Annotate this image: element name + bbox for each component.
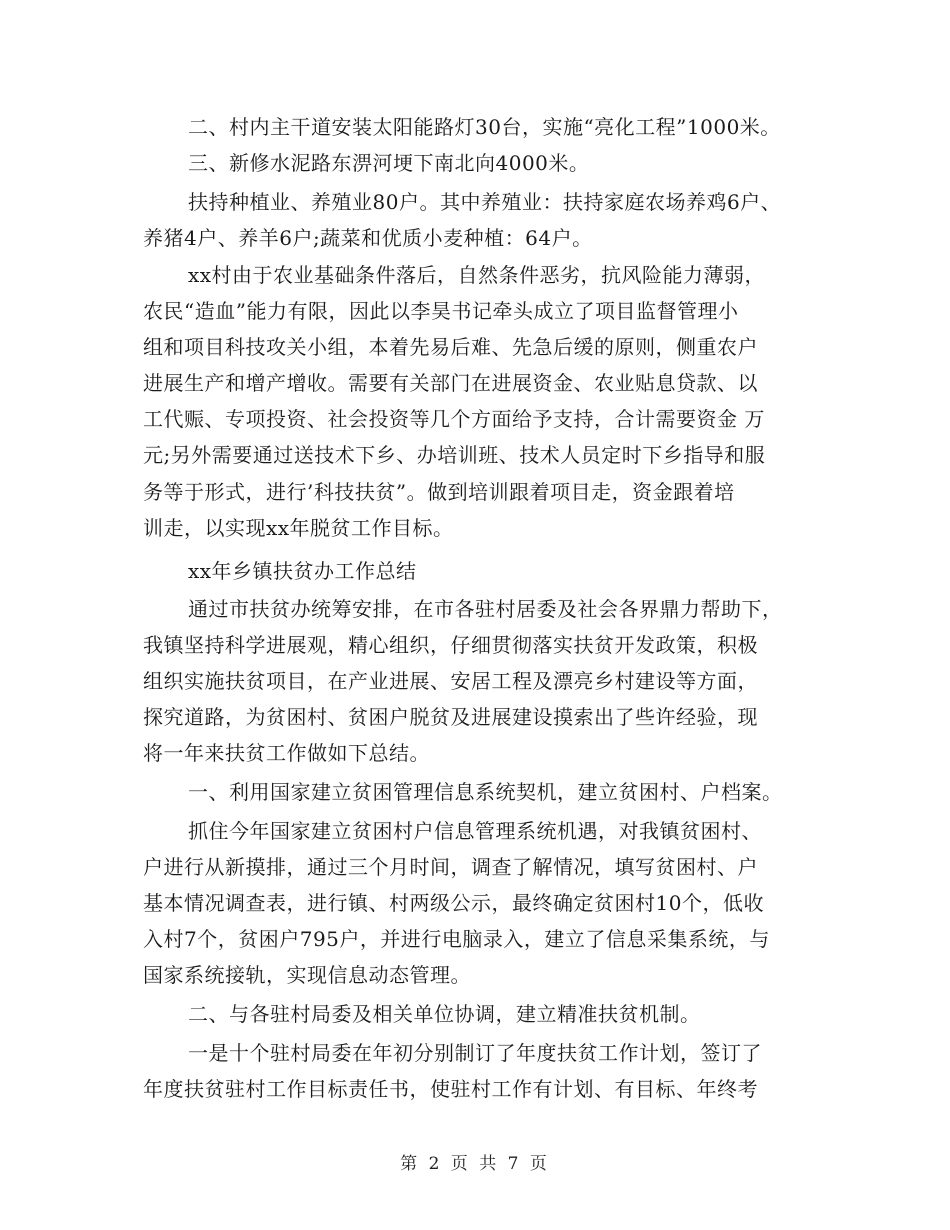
text-line: 组织实施扶贫项目，在产业进展、安居工程及漂亮乡村建设等方面， <box>143 669 758 693</box>
text-line: xx年乡镇扶贫办工作总结 <box>188 559 417 583</box>
text-line: 户进行从新摸排，通过三个月时间，调查了解情况，填写贫困村、户 <box>143 855 758 879</box>
text-line: 务等于形式，进行’科技扶贫”。做到培训跟着项目走，资金跟着培 <box>143 480 735 504</box>
text-line: 养猪4户、养羊6户;蔬菜和优质小麦种植：64户。 <box>143 226 593 250</box>
text-line: 扶持种植业、养殖业80户。其中养殖业：扶持家庭农场养鸡6户、 <box>188 190 782 214</box>
text-line: 二、村内主干道安装太阳能路灯30台，实施“亮化工程”1000米。 <box>188 115 781 139</box>
text-line: 工代赈、专项投资、社会投资等几个方面给予支持，合计需要资金 万 <box>143 407 765 431</box>
text-line: 一是十个驻村局委在年初分别制订了年度扶贫工作计划，签订了 <box>188 1041 762 1065</box>
text-line: 国家系统接轨，实现信息动态管理。 <box>143 963 471 987</box>
text-line: xx村由于农业基础条件落后，自然条件恶劣，抗风险能力薄弱， <box>188 263 766 287</box>
text-line: 抓住今年国家建立贫困村户信息管理系统机遇，对我镇贫困村、 <box>188 819 762 843</box>
page-footer: 第 2 页 共 7 页 <box>400 1154 550 1174</box>
text-line: 二、与各驻村局委及相关单位协调，建立精准扶贫机制。 <box>188 1002 701 1026</box>
text-line: 我镇坚持科学进展观，精心组织，仔细贯彻落实扶贫开发政策，积极 <box>143 633 758 657</box>
text-line: 进展生产和增产增收。需要有关部门在进展资金、农业贴息贷款、以 <box>143 371 758 395</box>
text-line: 入村7个，贫困户795户，并进行电脑录入，建立了信息采集系统，与 <box>143 927 770 951</box>
text-line: 训走，以实现xx年脱贫工作目标。 <box>143 516 454 540</box>
text-line: 将一年来扶贫工作做如下总结。 <box>143 741 430 765</box>
text-line: 基本情况调查表，进行镇、村两级公示，最终确定贫困村10个，低收 <box>143 891 764 915</box>
text-line: 三、新修水泥路东淠河埂下南北向4000米。 <box>188 151 590 175</box>
text-line: 组和项目科技攻关小组，本着先易后难、先急后缓的原则，侧重农户 <box>143 335 758 359</box>
text-line: 通过市扶贫办统筹安排，在市各驻村居委及社会各界鼎力帮助下， <box>188 597 783 621</box>
text-line: 一、利用国家建立贫困管理信息系统契机，建立贫困村、户档案。 <box>188 780 783 804</box>
text-line: 探究道路，为贫困村、贫困户脱贫及进展建设摸索出了些许经验，现 <box>143 705 758 729</box>
text-line: 农民“造血”能力有限，因此以李昊书记牵头成立了项目监督管理小 <box>143 299 739 323</box>
text-line: 元;另外需要通过送技术下乡、办培训班、技术人员定时下乡指导和服 <box>143 443 766 467</box>
text-line: 年度扶贫驻村工作目标责任书，使驻村工作有计划、有目标、年终考 <box>143 1077 758 1101</box>
